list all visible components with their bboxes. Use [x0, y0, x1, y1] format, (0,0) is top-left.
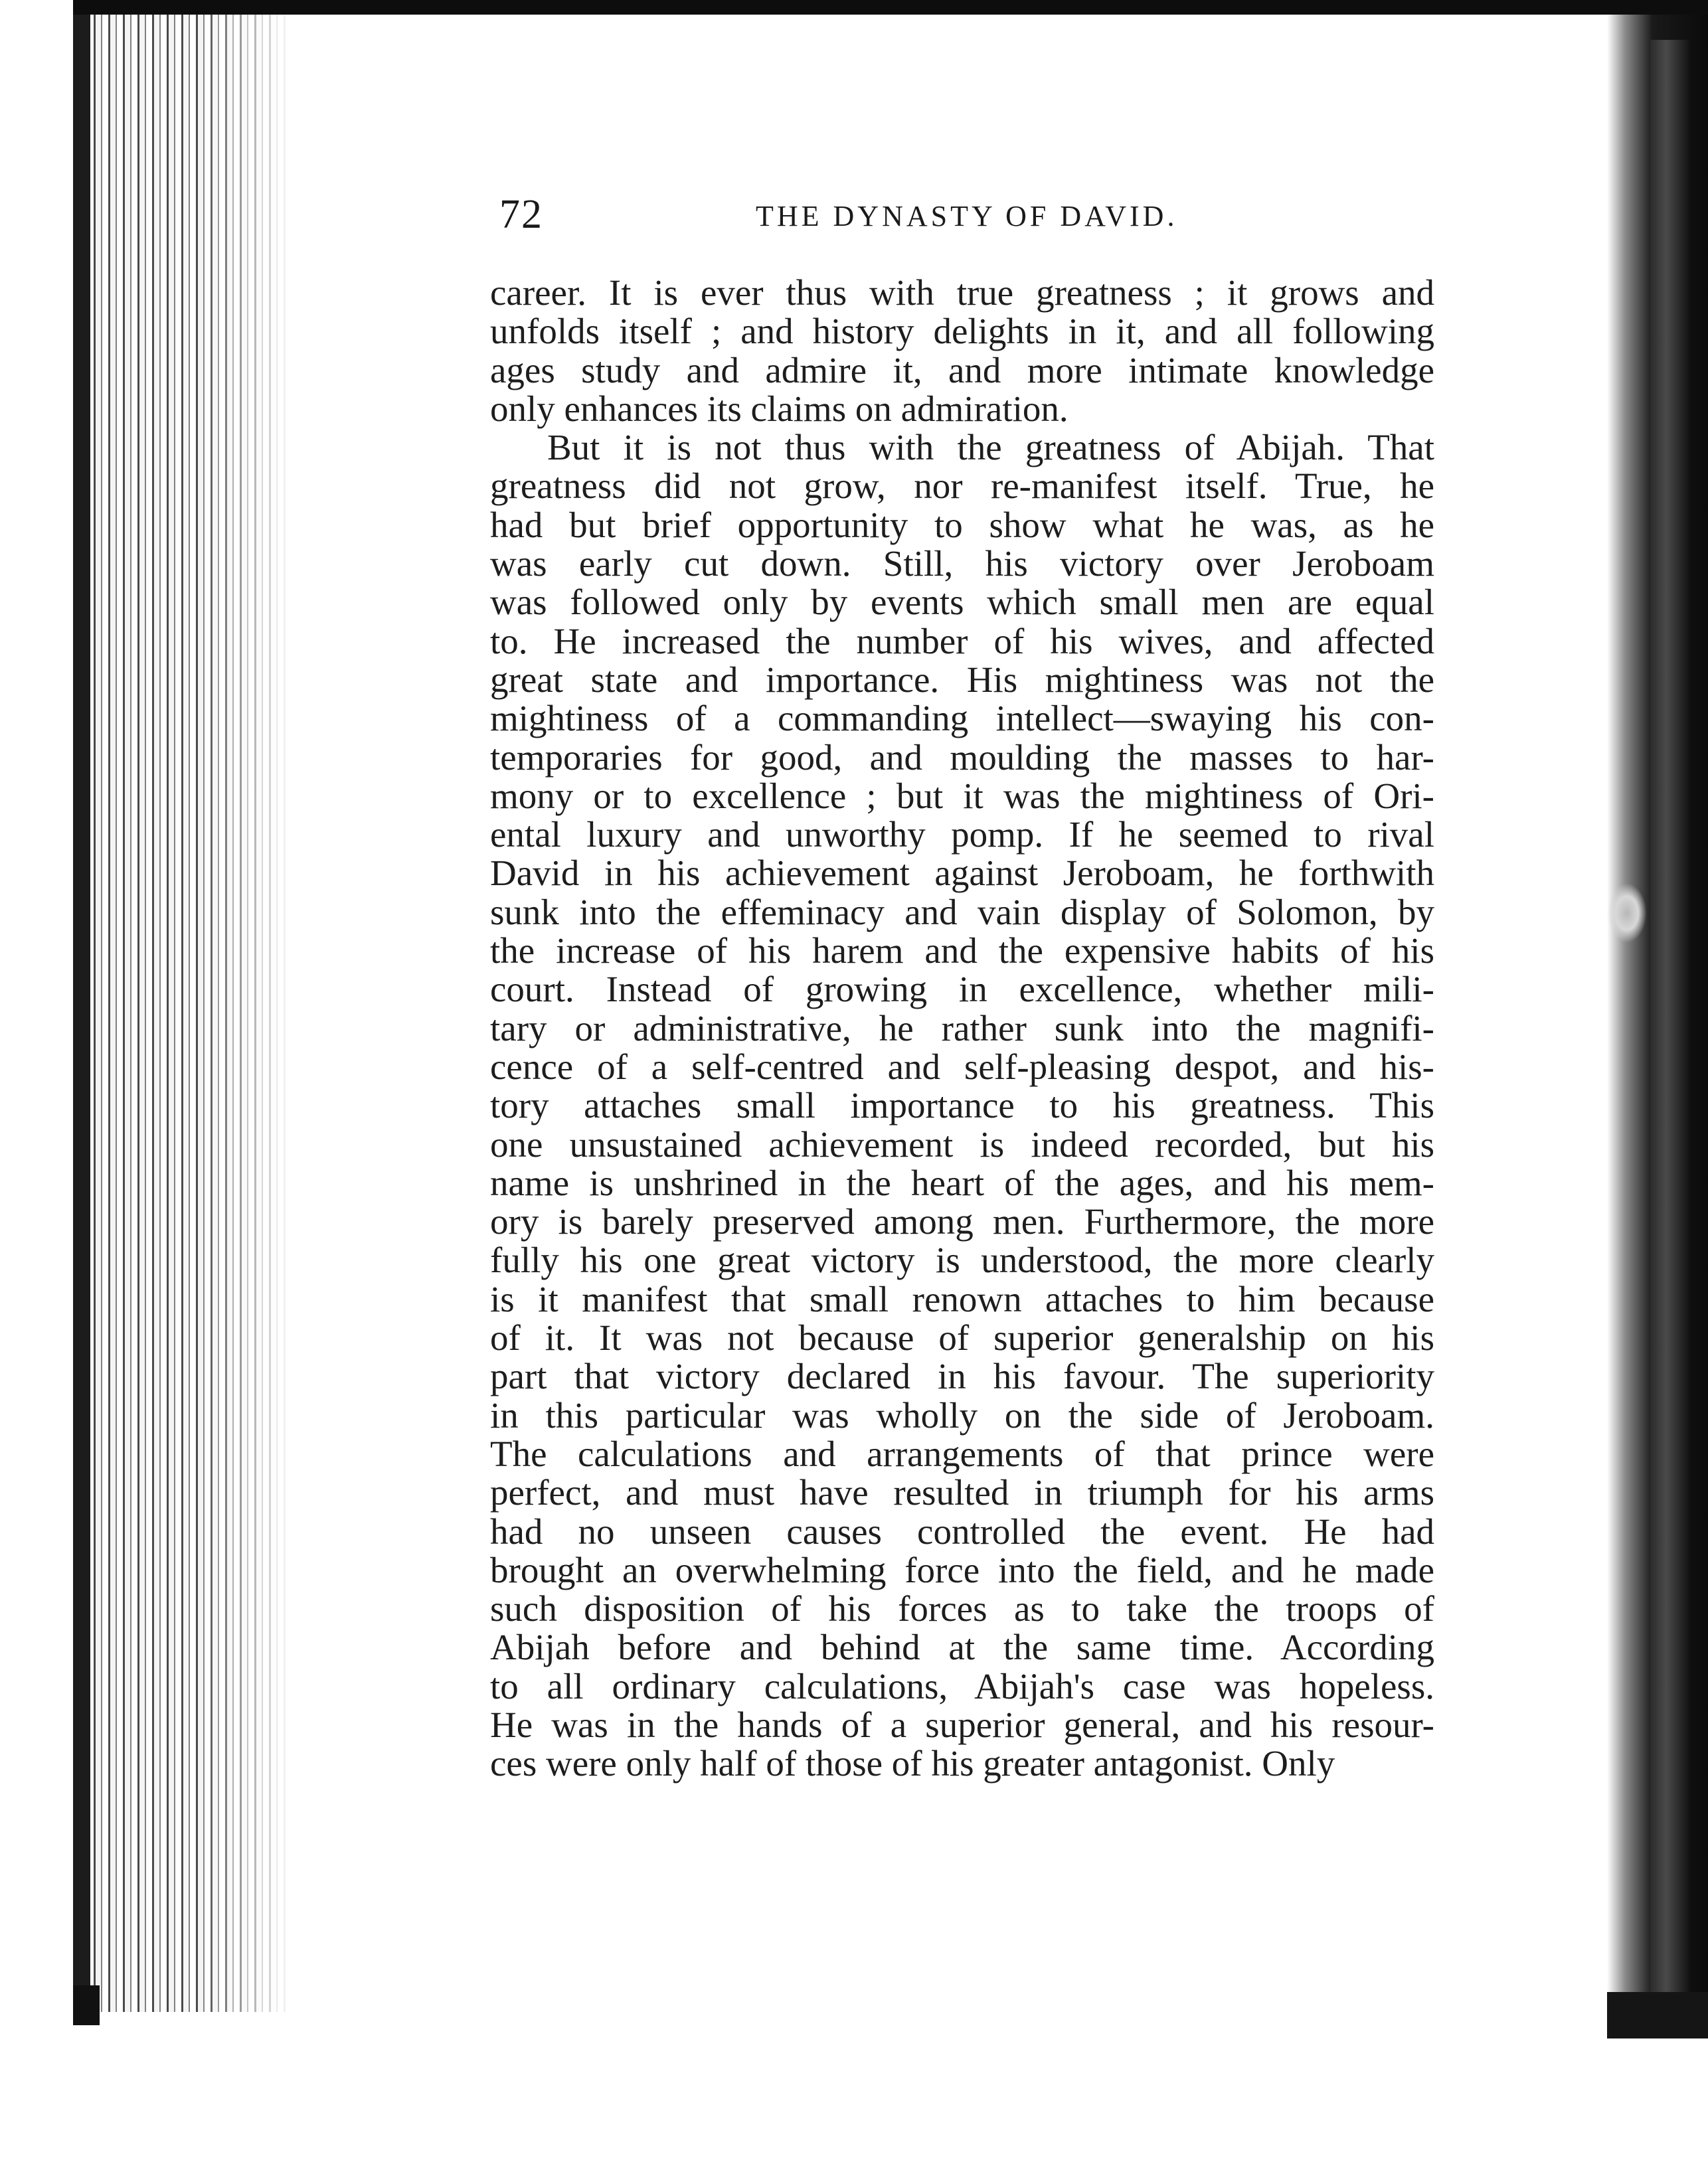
text-line: great state and importance. His mightiness was not the	[490, 659, 1434, 700]
text-line: tary or administrative, he rather sunk into the magnifi-	[490, 1007, 1434, 1048]
text-line: cence of a self-centred and self-pleasing despot, and his-	[490, 1046, 1434, 1087]
text-line: had no unseen causes controlled the event. He had	[490, 1511, 1434, 1552]
text-line: court. Instead of growing in excellence, whether mili-	[490, 969, 1434, 1010]
text-line: mony or to excellence ; but it was the mightiness of Ori-	[490, 775, 1434, 816]
text-line: the increase of his harem and the expensive habits of his	[490, 930, 1434, 971]
running-head: THE DYNASTY OF DAVID.	[756, 200, 1178, 232]
text-line: is it manifest that small renown attaches to him because	[490, 1278, 1434, 1319]
page-edges-fade	[199, 0, 292, 2012]
text-line: temporaries for good, and moulding the masses to har-	[490, 736, 1434, 778]
text-line: such disposition of his forces as to take the troops of	[490, 1588, 1434, 1629]
text-line: sunk into the effeminacy and vain display of Solomon, by	[490, 891, 1434, 932]
text-line: perfect, and must have resulted in triumph for his arms	[490, 1472, 1434, 1513]
text-line: one unsustained achievement is indeed recorded, but his	[490, 1123, 1434, 1165]
text-line: brought an overwhelming force into the field, and he made	[490, 1549, 1434, 1590]
text-line: The calculations and arrangements of that prince were	[490, 1433, 1434, 1474]
body-text	[490, 274, 1434, 1784]
scan-border-top	[73, 0, 1708, 15]
text-line: had but brief opportunity to show what he was, as he	[490, 504, 1434, 545]
text-line: But it is not thus with the greatness of Abijah. That	[547, 427, 1434, 468]
text-line: mightiness of a commanding intellect—swaying his con-	[490, 698, 1434, 739]
text-line: ental luxury and unworthy pomp. If he seemed to rival	[490, 814, 1434, 855]
text-line: career. It is ever thus with true greatness ; it grows and	[490, 272, 1434, 313]
text-line: was followed only by events which small men are equal	[490, 582, 1434, 623]
page-number: 72	[499, 192, 543, 237]
page-gutter-shadow	[1650, 40, 1690, 2025]
text-line: David in his achievement against Jeroboam, he forthwith	[490, 853, 1434, 894]
binding-strip-left	[73, 0, 90, 1999]
text-line: to. He increased the number of his wives, and affected	[490, 620, 1434, 661]
text-line: ory is barely preserved among men. Furthermore, the more	[490, 1201, 1434, 1242]
scan-corner-bottom-right	[1607, 1992, 1708, 2038]
text-line: ces were only half of those of his greater antagonist. Only	[490, 1743, 1335, 1784]
text-line: tory attaches small importance to his greatness. This	[490, 1085, 1434, 1126]
text-line: to all ordinary calculations, Abijah's case was hopeless.	[490, 1665, 1434, 1706]
text-line: greatness did not grow, nor re-manifest itself. True, he	[490, 465, 1434, 507]
text-line: name is unshrined in the heart of the ages, and his mem-	[490, 1162, 1434, 1203]
text-line: only enhances its claims on admiration.	[490, 388, 1068, 429]
text-line: of it. It was not because of superior generalship on his	[490, 1317, 1434, 1359]
text-line: unfolds itself ; and history delights in it, and all following	[490, 311, 1434, 352]
text-line: was early cut down. Still, his victory over Jeroboam	[490, 543, 1434, 584]
text-line: He was in the hands of a superior general, and his resour-	[490, 1704, 1434, 1745]
text-line: part that victory declared in his favour. The superiority	[490, 1356, 1434, 1397]
binding-corner-left	[73, 1985, 100, 2025]
text-line: fully his one great victory is understood, the more clearly	[490, 1240, 1434, 1281]
text-line: in this particular was wholly on the side of Jeroboam.	[490, 1394, 1434, 1436]
page-header	[499, 191, 1190, 251]
text-line: ages study and admire it, and more intimate knowledge	[490, 349, 1434, 390]
paper-blemish	[1607, 883, 1647, 943]
text-line: Abijah before and behind at the same time. According	[490, 1627, 1434, 1668]
